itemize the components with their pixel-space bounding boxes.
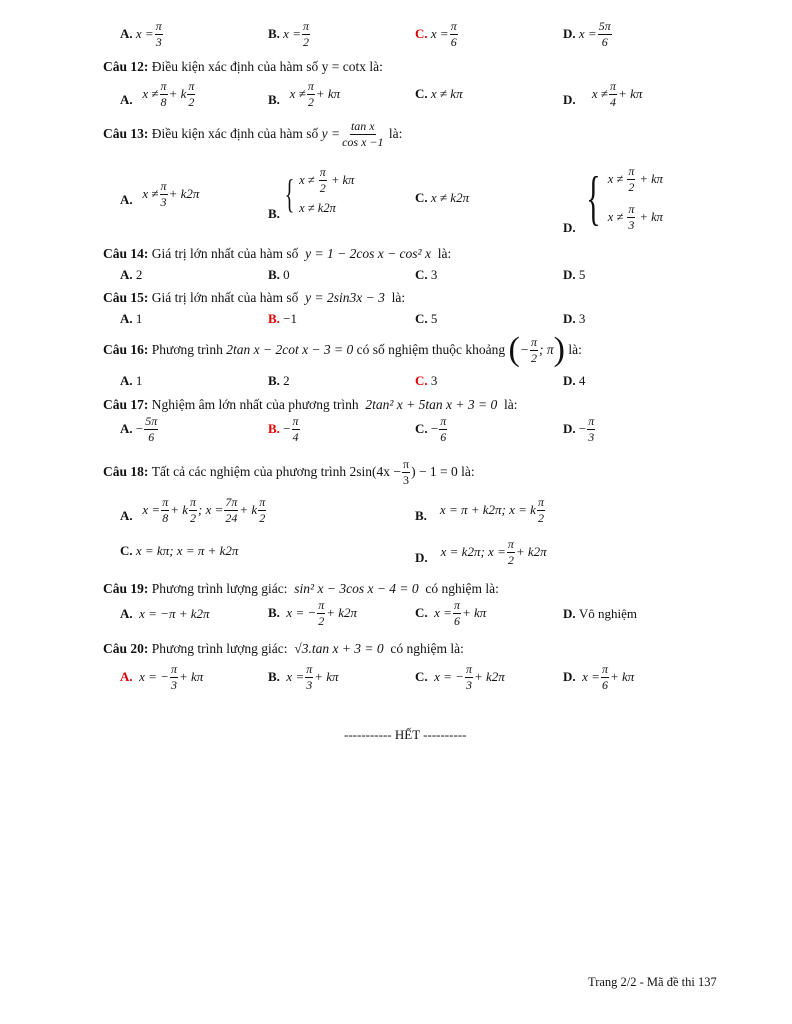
q18-option-c: C. x = kπ; x = π + k2π (120, 543, 239, 558)
q15-option-a: A. 1 (120, 311, 143, 326)
fraction: $\frac{\pi}{6}$ (450, 19, 457, 49)
q15-option-d: D. 3 (563, 311, 586, 326)
q12-option-b: B. x ≠ $\frac{\pi}{2}$ + kπ (268, 79, 341, 109)
q18-option-a: A. x = $\frac{\pi}{8}$ + k $\frac{\pi}{2}$ ; x = $\frac{7\pi}{24}$ + k $\frac{\pi}{2}$ (120, 495, 266, 525)
q11-option-c: C. x = $\frac{\pi}{6}$ (415, 19, 457, 49)
q11-option-a: A. x = $\frac{\pi}{3}$ (120, 19, 162, 49)
q14-option-b: B. 0 (268, 267, 290, 282)
left-paren: ( (508, 331, 520, 368)
q13-question: Câu 13: Điều kiện xác định của hàm số y = $\frac{\text{tan x}}{\text{cos x −1}}$ là: (103, 119, 403, 149)
q19-option-b: B. x = − $\frac{\pi}{2}$ + k2π (268, 598, 358, 628)
q14-option-a: A. 2 (120, 267, 143, 282)
page-footer: Trang 2/2 - Mã đề thi 137 (588, 975, 717, 989)
q14-option-d: D. 5 (563, 267, 586, 282)
q11-option-b: B. x = $\frac{\pi}{2}$ (268, 19, 309, 49)
q18-question: Câu 18: Tất cả các nghiệm của phương trình 2sin(4x − $\frac{\pi}{3}$ ) − 1 = 0 là: (103, 457, 475, 487)
q16-option-a: A. 1 (120, 373, 143, 388)
brace-icon: { (284, 171, 295, 216)
q15-question: Câu 15: Giá trị lớn nhất của hàm số y = 2sin3x − 3 là: (103, 290, 406, 305)
q19-option-a: A. x = −π + k2π (120, 606, 210, 621)
brace-icon: { (586, 165, 601, 231)
q20-option-d: D. x = $\frac{\pi}{6}$ + kπ (563, 662, 635, 692)
fraction: $\frac{\pi}{3}$ (155, 19, 162, 49)
q20-question: Câu 20: Phương trình lượng giác: √3.tan x + 3 = 0 có nghiệm là: (103, 641, 464, 656)
q13-option-c: C. x ≠ k2π (415, 190, 470, 205)
q17-option-a: A. − $\frac{5\pi}{6}$ (120, 414, 158, 444)
q13-option-d: D. { x ≠ $\frac{\pi}{2}$ + kπ x ≠ $\frac{\pi}{3}$ + kπ (563, 163, 663, 235)
q13-option-b: B. { x ≠ $\frac{\pi}{2}$ + kπ x ≠ k2π (268, 164, 355, 221)
q11-option-d: D. x = $\frac{5\pi}{6}$ (563, 19, 611, 49)
q17-question: Câu 17: Nghiệm âm lớn nhất của phương trình 2tan² x + 5tan x + 3 = 0 là: (103, 397, 518, 412)
q20-option-a: A. x = − $\frac{\pi}{3}$ + kπ (120, 662, 204, 692)
q12-option-d: D. x ≠ $\frac{\pi}{4}$ + kπ (563, 79, 643, 109)
q12-option-c: C. x ≠ kπ (415, 86, 463, 101)
q19-option-d: D. Vô nghiệm (563, 606, 638, 621)
q18-option-b: B. x = π + k2π; x = k $\frac{\pi}{2}$ (415, 495, 544, 525)
q20-option-b: B. x = $\frac{\pi}{3}$ + kπ (268, 662, 339, 692)
q16-option-b: B. 2 (268, 373, 290, 388)
q20-option-c: C. x = − $\frac{\pi}{3}$ + k2π (415, 662, 505, 692)
q19-question: Câu 19: Phương trình lượng giác: sin² x − 3cos x − 4 = 0 có nghiệm là: (103, 581, 499, 596)
q18-option-d: D. x = k2π; x = $\frac{\pi}{2}$ + k2π (415, 537, 547, 567)
q17-option-d: D. − $\frac{\pi}{3}$ (563, 414, 595, 444)
q19-option-c: C. x = $\frac{\pi}{6}$ + kπ (415, 598, 487, 628)
q13-option-a: A. x ≠ $\frac{\pi}{3}$ + k2π (120, 179, 200, 209)
end-marker: ----------- HẾT ---------- (344, 727, 467, 742)
q14-option-c: C. 3 (415, 267, 438, 282)
q17-option-b: B. − $\frac{\pi}{4}$ (268, 414, 299, 444)
q12-question: Câu 12: Điều kiện xác định của hàm số y = cotx là: (103, 59, 383, 74)
right-paren: ) (553, 331, 565, 368)
q16-option-d: D. 4 (563, 373, 586, 388)
fraction: $\frac{\pi}{2}$ (302, 19, 309, 49)
fraction: $\frac{5\pi}{6}$ (598, 19, 611, 49)
q14-question: Câu 14: Giá trị lớn nhất của hàm số y = 1 − 2cos x − cos² x là: (103, 246, 452, 261)
q15-option-c: C. 5 (415, 311, 438, 326)
q16-option-c: C. 3 (415, 373, 438, 388)
q15-option-b: B. −1 (268, 311, 298, 326)
q12-option-a: A. x ≠ $\frac{\pi}{8}$ + k $\frac{\pi}{2}$ (120, 79, 195, 109)
q16-question: Câu 16: Phương trình 2tan x − 2cot x − 3 = 0 có số nghiệm thuộc khoảng ( − $\frac{\pi}{2}$ ; π ) là: (103, 331, 582, 368)
q17-option-c: C. − $\frac{\pi}{6}$ (415, 414, 447, 444)
